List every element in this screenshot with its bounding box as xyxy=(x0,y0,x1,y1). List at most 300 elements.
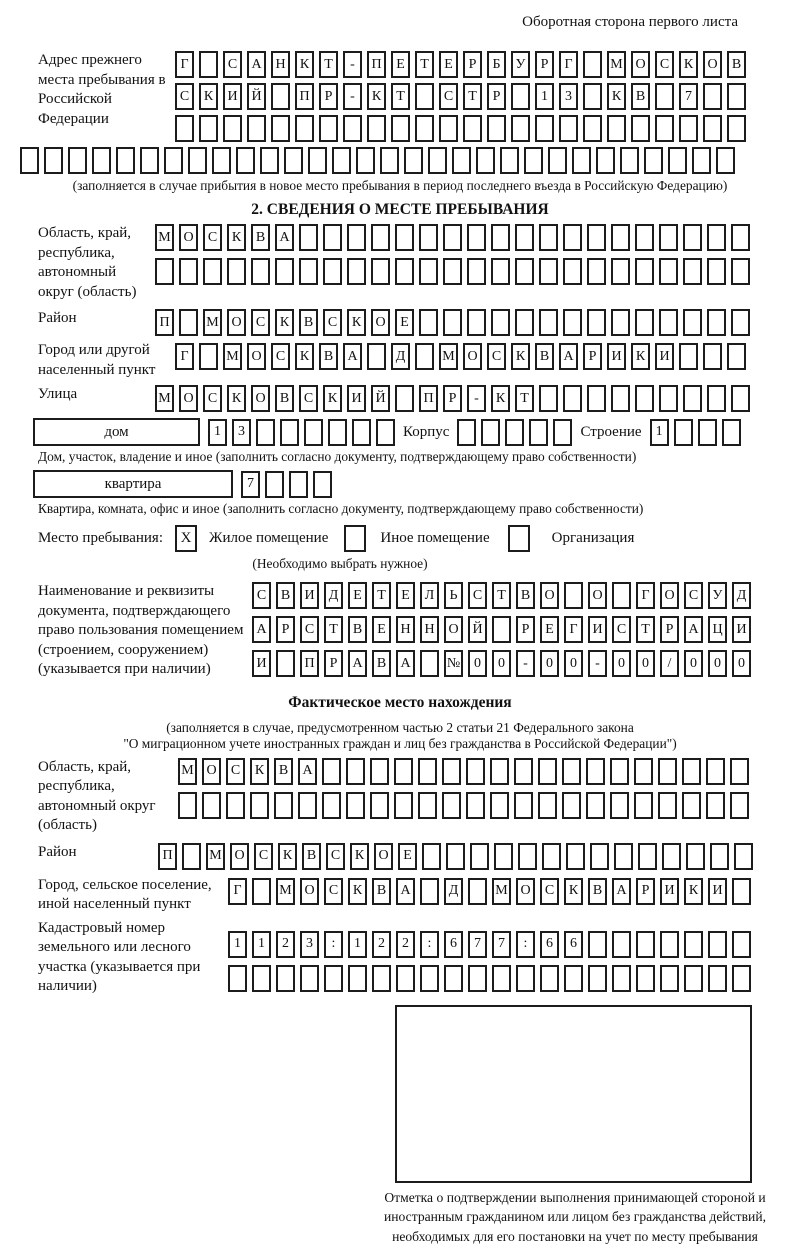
char-box[interactable]: О xyxy=(588,582,607,609)
char-box[interactable] xyxy=(610,758,629,785)
char-box[interactable]: 1 xyxy=(348,931,367,958)
char-box[interactable]: С xyxy=(203,224,222,251)
char-box[interactable] xyxy=(727,83,746,110)
char-box[interactable] xyxy=(250,792,269,819)
char-box[interactable]: 7 xyxy=(241,471,260,498)
char-box[interactable] xyxy=(367,343,386,370)
char-box[interactable] xyxy=(722,419,741,446)
char-box[interactable] xyxy=(662,843,681,870)
char-box[interactable]: О xyxy=(179,224,198,251)
char-box[interactable]: К xyxy=(367,83,386,110)
char-box[interactable] xyxy=(322,792,341,819)
char-box[interactable] xyxy=(492,965,511,992)
char-box[interactable] xyxy=(732,878,751,905)
char-box[interactable] xyxy=(562,792,581,819)
char-box[interactable]: С xyxy=(540,878,559,905)
char-box[interactable] xyxy=(494,843,513,870)
char-box[interactable] xyxy=(563,385,582,412)
char-box[interactable]: А xyxy=(343,343,362,370)
char-box[interactable]: К xyxy=(491,385,510,412)
char-box[interactable] xyxy=(376,419,395,446)
char-box[interactable]: И xyxy=(252,650,271,677)
char-box[interactable]: А xyxy=(396,650,415,677)
char-box[interactable]: Н xyxy=(420,616,439,643)
char-box[interactable] xyxy=(514,758,533,785)
char-box[interactable]: О xyxy=(631,51,650,78)
char-box[interactable] xyxy=(371,258,390,285)
char-box[interactable] xyxy=(308,147,327,174)
char-box[interactable] xyxy=(466,792,485,819)
char-box[interactable]: К xyxy=(199,83,218,110)
char-box[interactable] xyxy=(611,309,630,336)
char-box[interactable]: О xyxy=(660,582,679,609)
char-box[interactable]: Е xyxy=(372,616,391,643)
char-box[interactable]: Н xyxy=(271,51,290,78)
char-box[interactable] xyxy=(612,931,631,958)
char-box[interactable] xyxy=(179,309,198,336)
char-box[interactable]: М xyxy=(203,309,222,336)
char-box[interactable] xyxy=(655,115,674,142)
char-box[interactable] xyxy=(659,258,678,285)
char-box[interactable]: К xyxy=(227,224,246,251)
char-box[interactable]: М xyxy=(155,385,174,412)
char-box[interactable]: Р xyxy=(660,616,679,643)
char-box[interactable] xyxy=(631,115,650,142)
char-box[interactable] xyxy=(252,965,271,992)
char-box[interactable]: 0 xyxy=(636,650,655,677)
char-box[interactable]: В xyxy=(299,309,318,336)
char-box[interactable] xyxy=(607,115,626,142)
char-box[interactable]: Н xyxy=(396,616,415,643)
char-box[interactable] xyxy=(703,115,722,142)
char-box[interactable] xyxy=(682,792,701,819)
char-box[interactable] xyxy=(563,224,582,251)
char-box[interactable]: Т xyxy=(391,83,410,110)
char-box[interactable] xyxy=(611,258,630,285)
char-box[interactable] xyxy=(635,309,654,336)
char-box[interactable]: Р xyxy=(463,51,482,78)
char-box[interactable]: И xyxy=(732,616,751,643)
char-box[interactable]: Р xyxy=(535,51,554,78)
char-box[interactable] xyxy=(300,965,319,992)
char-box[interactable]: Д xyxy=(444,878,463,905)
char-box[interactable] xyxy=(563,258,582,285)
char-box[interactable] xyxy=(707,385,726,412)
char-box[interactable] xyxy=(487,115,506,142)
char-box[interactable]: В xyxy=(588,878,607,905)
char-box[interactable]: О xyxy=(179,385,198,412)
char-box[interactable] xyxy=(706,758,725,785)
char-box[interactable] xyxy=(419,224,438,251)
char-box[interactable] xyxy=(418,758,437,785)
char-box[interactable] xyxy=(116,147,135,174)
char-box[interactable] xyxy=(275,258,294,285)
char-box[interactable] xyxy=(674,419,693,446)
char-box[interactable]: 3 xyxy=(232,419,251,446)
char-box[interactable] xyxy=(289,471,308,498)
char-box[interactable]: М xyxy=(223,343,242,370)
char-box[interactable]: А xyxy=(247,51,266,78)
char-box[interactable]: С xyxy=(487,343,506,370)
char-box[interactable] xyxy=(539,385,558,412)
char-box[interactable]: К xyxy=(278,843,297,870)
char-box[interactable] xyxy=(420,965,439,992)
char-box[interactable]: / xyxy=(660,650,679,677)
char-box[interactable]: Р xyxy=(516,616,535,643)
char-box[interactable]: А xyxy=(275,224,294,251)
char-box[interactable] xyxy=(659,385,678,412)
char-box[interactable]: С xyxy=(684,582,703,609)
char-box[interactable] xyxy=(394,792,413,819)
char-box[interactable]: В xyxy=(631,83,650,110)
char-box[interactable]: В xyxy=(276,582,295,609)
char-box[interactable] xyxy=(346,758,365,785)
char-box[interactable]: : xyxy=(324,931,343,958)
char-box[interactable] xyxy=(256,419,275,446)
char-box[interactable] xyxy=(682,758,701,785)
char-box[interactable]: 1 xyxy=(650,419,669,446)
char-box[interactable] xyxy=(299,224,318,251)
char-box[interactable] xyxy=(356,147,375,174)
char-box[interactable] xyxy=(428,147,447,174)
char-box[interactable] xyxy=(559,115,578,142)
char-box[interactable]: Р xyxy=(583,343,602,370)
char-box[interactable] xyxy=(727,343,746,370)
char-box[interactable] xyxy=(199,51,218,78)
char-box[interactable] xyxy=(668,147,687,174)
char-box[interactable] xyxy=(612,582,631,609)
char-box[interactable]: Е xyxy=(395,309,414,336)
char-box[interactable]: С xyxy=(300,616,319,643)
char-box[interactable]: О xyxy=(247,343,266,370)
char-box[interactable] xyxy=(404,147,423,174)
char-box[interactable]: Г xyxy=(636,582,655,609)
char-box[interactable]: Д xyxy=(391,343,410,370)
char-box[interactable] xyxy=(658,758,677,785)
char-box[interactable] xyxy=(420,650,439,677)
char-box[interactable]: К xyxy=(511,343,530,370)
char-box[interactable]: М xyxy=(206,843,225,870)
char-box[interactable] xyxy=(708,931,727,958)
char-box[interactable] xyxy=(468,965,487,992)
char-box[interactable]: О xyxy=(300,878,319,905)
char-box[interactable]: И xyxy=(347,385,366,412)
char-box[interactable]: - xyxy=(343,83,362,110)
char-box[interactable] xyxy=(538,758,557,785)
char-box[interactable] xyxy=(396,965,415,992)
char-box[interactable]: 7 xyxy=(492,931,511,958)
char-box[interactable]: О xyxy=(374,843,393,870)
char-box[interactable] xyxy=(271,83,290,110)
char-box[interactable]: В xyxy=(372,650,391,677)
char-box[interactable] xyxy=(562,758,581,785)
char-box[interactable] xyxy=(276,650,295,677)
char-box[interactable]: К xyxy=(564,878,583,905)
char-box[interactable]: - xyxy=(516,650,535,677)
char-box[interactable]: В xyxy=(372,878,391,905)
char-box[interactable] xyxy=(614,843,633,870)
char-box[interactable] xyxy=(596,147,615,174)
char-box[interactable] xyxy=(395,258,414,285)
char-box[interactable] xyxy=(223,115,242,142)
char-box[interactable]: М xyxy=(178,758,197,785)
char-box[interactable] xyxy=(260,147,279,174)
char-box[interactable] xyxy=(468,878,487,905)
char-box[interactable]: В xyxy=(251,224,270,251)
char-box[interactable] xyxy=(611,385,630,412)
char-box[interactable] xyxy=(324,965,343,992)
char-box[interactable] xyxy=(226,792,245,819)
char-box[interactable] xyxy=(322,758,341,785)
char-box[interactable]: 1 xyxy=(228,931,247,958)
char-box[interactable] xyxy=(457,419,476,446)
char-box[interactable] xyxy=(692,147,711,174)
char-box[interactable] xyxy=(515,258,534,285)
char-box[interactable] xyxy=(199,115,218,142)
char-box[interactable] xyxy=(703,343,722,370)
char-box[interactable] xyxy=(418,792,437,819)
char-box[interactable]: К xyxy=(275,309,294,336)
char-box[interactable]: - xyxy=(343,51,362,78)
char-box[interactable]: О xyxy=(227,309,246,336)
char-box[interactable] xyxy=(346,792,365,819)
char-box[interactable]: - xyxy=(467,385,486,412)
char-box[interactable]: Р xyxy=(636,878,655,905)
char-box[interactable]: 7 xyxy=(468,931,487,958)
char-box[interactable] xyxy=(380,147,399,174)
char-box[interactable] xyxy=(638,843,657,870)
char-box[interactable] xyxy=(443,309,462,336)
char-box[interactable] xyxy=(319,115,338,142)
char-box[interactable]: Ц xyxy=(708,616,727,643)
char-box[interactable]: К xyxy=(631,343,650,370)
char-box[interactable] xyxy=(707,224,726,251)
char-box[interactable]: 7 xyxy=(679,83,698,110)
char-box[interactable]: Г xyxy=(564,616,583,643)
char-box[interactable] xyxy=(280,419,299,446)
char-box[interactable]: У xyxy=(511,51,530,78)
char-box[interactable]: С xyxy=(226,758,245,785)
char-box[interactable]: 3 xyxy=(300,931,319,958)
char-box[interactable] xyxy=(698,419,717,446)
char-box[interactable] xyxy=(299,258,318,285)
char-box[interactable] xyxy=(684,931,703,958)
char-box[interactable] xyxy=(274,792,293,819)
char-box[interactable]: Л xyxy=(420,582,439,609)
char-box[interactable] xyxy=(708,965,727,992)
char-box[interactable]: М xyxy=(155,224,174,251)
char-box[interactable]: А xyxy=(559,343,578,370)
char-box[interactable] xyxy=(415,343,434,370)
char-box[interactable] xyxy=(634,792,653,819)
char-box[interactable]: 2 xyxy=(276,931,295,958)
char-box[interactable]: У xyxy=(708,582,727,609)
char-box[interactable] xyxy=(203,258,222,285)
char-box[interactable] xyxy=(590,843,609,870)
char-box[interactable] xyxy=(332,147,351,174)
char-box[interactable] xyxy=(422,843,441,870)
char-box[interactable]: 0 xyxy=(564,650,583,677)
char-box[interactable]: К xyxy=(227,385,246,412)
char-box[interactable] xyxy=(442,792,461,819)
char-box[interactable] xyxy=(236,147,255,174)
char-box[interactable]: Р xyxy=(443,385,462,412)
char-box[interactable] xyxy=(635,224,654,251)
char-box[interactable] xyxy=(686,843,705,870)
char-box[interactable]: С xyxy=(324,878,343,905)
char-box[interactable] xyxy=(539,224,558,251)
char-box[interactable] xyxy=(516,965,535,992)
char-box[interactable] xyxy=(612,965,631,992)
char-box[interactable]: К xyxy=(348,878,367,905)
char-box[interactable]: Г xyxy=(228,878,247,905)
char-box[interactable] xyxy=(439,115,458,142)
char-box[interactable] xyxy=(727,115,746,142)
char-box[interactable] xyxy=(323,258,342,285)
char-box[interactable]: О xyxy=(516,878,535,905)
char-box[interactable]: О xyxy=(251,385,270,412)
char-box[interactable]: М xyxy=(276,878,295,905)
char-box[interactable]: В xyxy=(274,758,293,785)
char-box[interactable] xyxy=(553,419,572,446)
char-box[interactable]: С xyxy=(175,83,194,110)
char-box[interactable]: В xyxy=(348,616,367,643)
char-box[interactable] xyxy=(252,878,271,905)
char-box[interactable] xyxy=(446,843,465,870)
char-box[interactable] xyxy=(732,965,751,992)
char-box[interactable]: И xyxy=(223,83,242,110)
char-box[interactable] xyxy=(529,419,548,446)
char-box[interactable]: Г xyxy=(175,343,194,370)
char-box[interactable] xyxy=(730,792,749,819)
char-box[interactable]: В xyxy=(319,343,338,370)
char-box[interactable]: В xyxy=(727,51,746,78)
char-box[interactable] xyxy=(683,385,702,412)
char-box[interactable] xyxy=(706,792,725,819)
char-box[interactable]: К xyxy=(295,343,314,370)
char-box[interactable] xyxy=(212,147,231,174)
char-box[interactable] xyxy=(443,224,462,251)
char-box[interactable] xyxy=(658,792,677,819)
char-box[interactable] xyxy=(199,343,218,370)
char-box[interactable]: О xyxy=(371,309,390,336)
char-box[interactable] xyxy=(610,792,629,819)
char-box[interactable] xyxy=(588,965,607,992)
char-box[interactable] xyxy=(679,343,698,370)
char-box[interactable]: С xyxy=(254,843,273,870)
char-box[interactable]: Г xyxy=(559,51,578,78)
char-box[interactable] xyxy=(505,419,524,446)
char-box[interactable]: Е xyxy=(396,582,415,609)
char-box[interactable]: Б xyxy=(487,51,506,78)
char-box[interactable]: Т xyxy=(324,616,343,643)
char-box[interactable] xyxy=(490,792,509,819)
char-box[interactable]: О xyxy=(463,343,482,370)
char-box[interactable] xyxy=(730,758,749,785)
char-box[interactable] xyxy=(295,115,314,142)
char-box[interactable]: И xyxy=(300,582,319,609)
char-box[interactable] xyxy=(415,115,434,142)
char-box[interactable] xyxy=(635,258,654,285)
char-box[interactable]: С xyxy=(299,385,318,412)
char-box[interactable] xyxy=(328,419,347,446)
char-box[interactable]: Е xyxy=(391,51,410,78)
char-box[interactable]: 2 xyxy=(372,931,391,958)
char-box[interactable] xyxy=(491,224,510,251)
char-box[interactable]: А xyxy=(612,878,631,905)
char-box[interactable]: Т xyxy=(636,616,655,643)
char-box[interactable]: - xyxy=(588,650,607,677)
char-box[interactable]: Р xyxy=(276,616,295,643)
char-box[interactable] xyxy=(228,965,247,992)
char-box[interactable] xyxy=(470,843,489,870)
char-box[interactable]: А xyxy=(298,758,317,785)
char-box[interactable] xyxy=(731,385,750,412)
char-box[interactable]: О xyxy=(230,843,249,870)
char-box[interactable] xyxy=(347,224,366,251)
char-box[interactable] xyxy=(515,309,534,336)
char-box[interactable] xyxy=(371,224,390,251)
char-box[interactable] xyxy=(313,471,332,498)
char-box[interactable] xyxy=(524,147,543,174)
char-box[interactable] xyxy=(444,965,463,992)
char-box[interactable] xyxy=(731,258,750,285)
char-box[interactable]: Р xyxy=(319,83,338,110)
char-box[interactable] xyxy=(583,51,602,78)
char-box[interactable] xyxy=(251,258,270,285)
char-box[interactable] xyxy=(452,147,471,174)
char-box[interactable] xyxy=(20,147,39,174)
char-box[interactable] xyxy=(467,224,486,251)
char-box[interactable]: И xyxy=(660,878,679,905)
char-box[interactable] xyxy=(178,792,197,819)
char-box[interactable]: 6 xyxy=(540,931,559,958)
char-box[interactable] xyxy=(352,419,371,446)
char-box[interactable] xyxy=(415,83,434,110)
char-box[interactable]: : xyxy=(420,931,439,958)
char-box[interactable] xyxy=(644,147,663,174)
char-box[interactable]: И xyxy=(607,343,626,370)
char-box[interactable] xyxy=(707,309,726,336)
char-box[interactable] xyxy=(572,147,591,174)
char-box[interactable] xyxy=(659,224,678,251)
char-box[interactable]: Е xyxy=(398,843,417,870)
char-box[interactable] xyxy=(155,258,174,285)
char-box[interactable] xyxy=(182,843,201,870)
stay-option-checkbox-dwelling[interactable]: X xyxy=(175,525,197,552)
char-box[interactable] xyxy=(684,965,703,992)
char-box[interactable]: П xyxy=(155,309,174,336)
char-box[interactable]: 2 xyxy=(396,931,415,958)
char-box[interactable] xyxy=(548,147,567,174)
char-box[interactable]: О xyxy=(703,51,722,78)
char-box[interactable]: 6 xyxy=(444,931,463,958)
char-box[interactable]: 6 xyxy=(564,931,583,958)
char-box[interactable] xyxy=(44,147,63,174)
char-box[interactable] xyxy=(370,758,389,785)
char-box[interactable] xyxy=(636,965,655,992)
char-box[interactable]: С xyxy=(468,582,487,609)
char-box[interactable] xyxy=(660,965,679,992)
char-box[interactable] xyxy=(683,309,702,336)
char-box[interactable]: Т xyxy=(415,51,434,78)
char-box[interactable]: В xyxy=(535,343,554,370)
char-box[interactable] xyxy=(679,115,698,142)
char-box[interactable] xyxy=(514,792,533,819)
char-box[interactable]: А xyxy=(348,650,367,677)
char-box[interactable]: К xyxy=(679,51,698,78)
char-box[interactable] xyxy=(587,385,606,412)
